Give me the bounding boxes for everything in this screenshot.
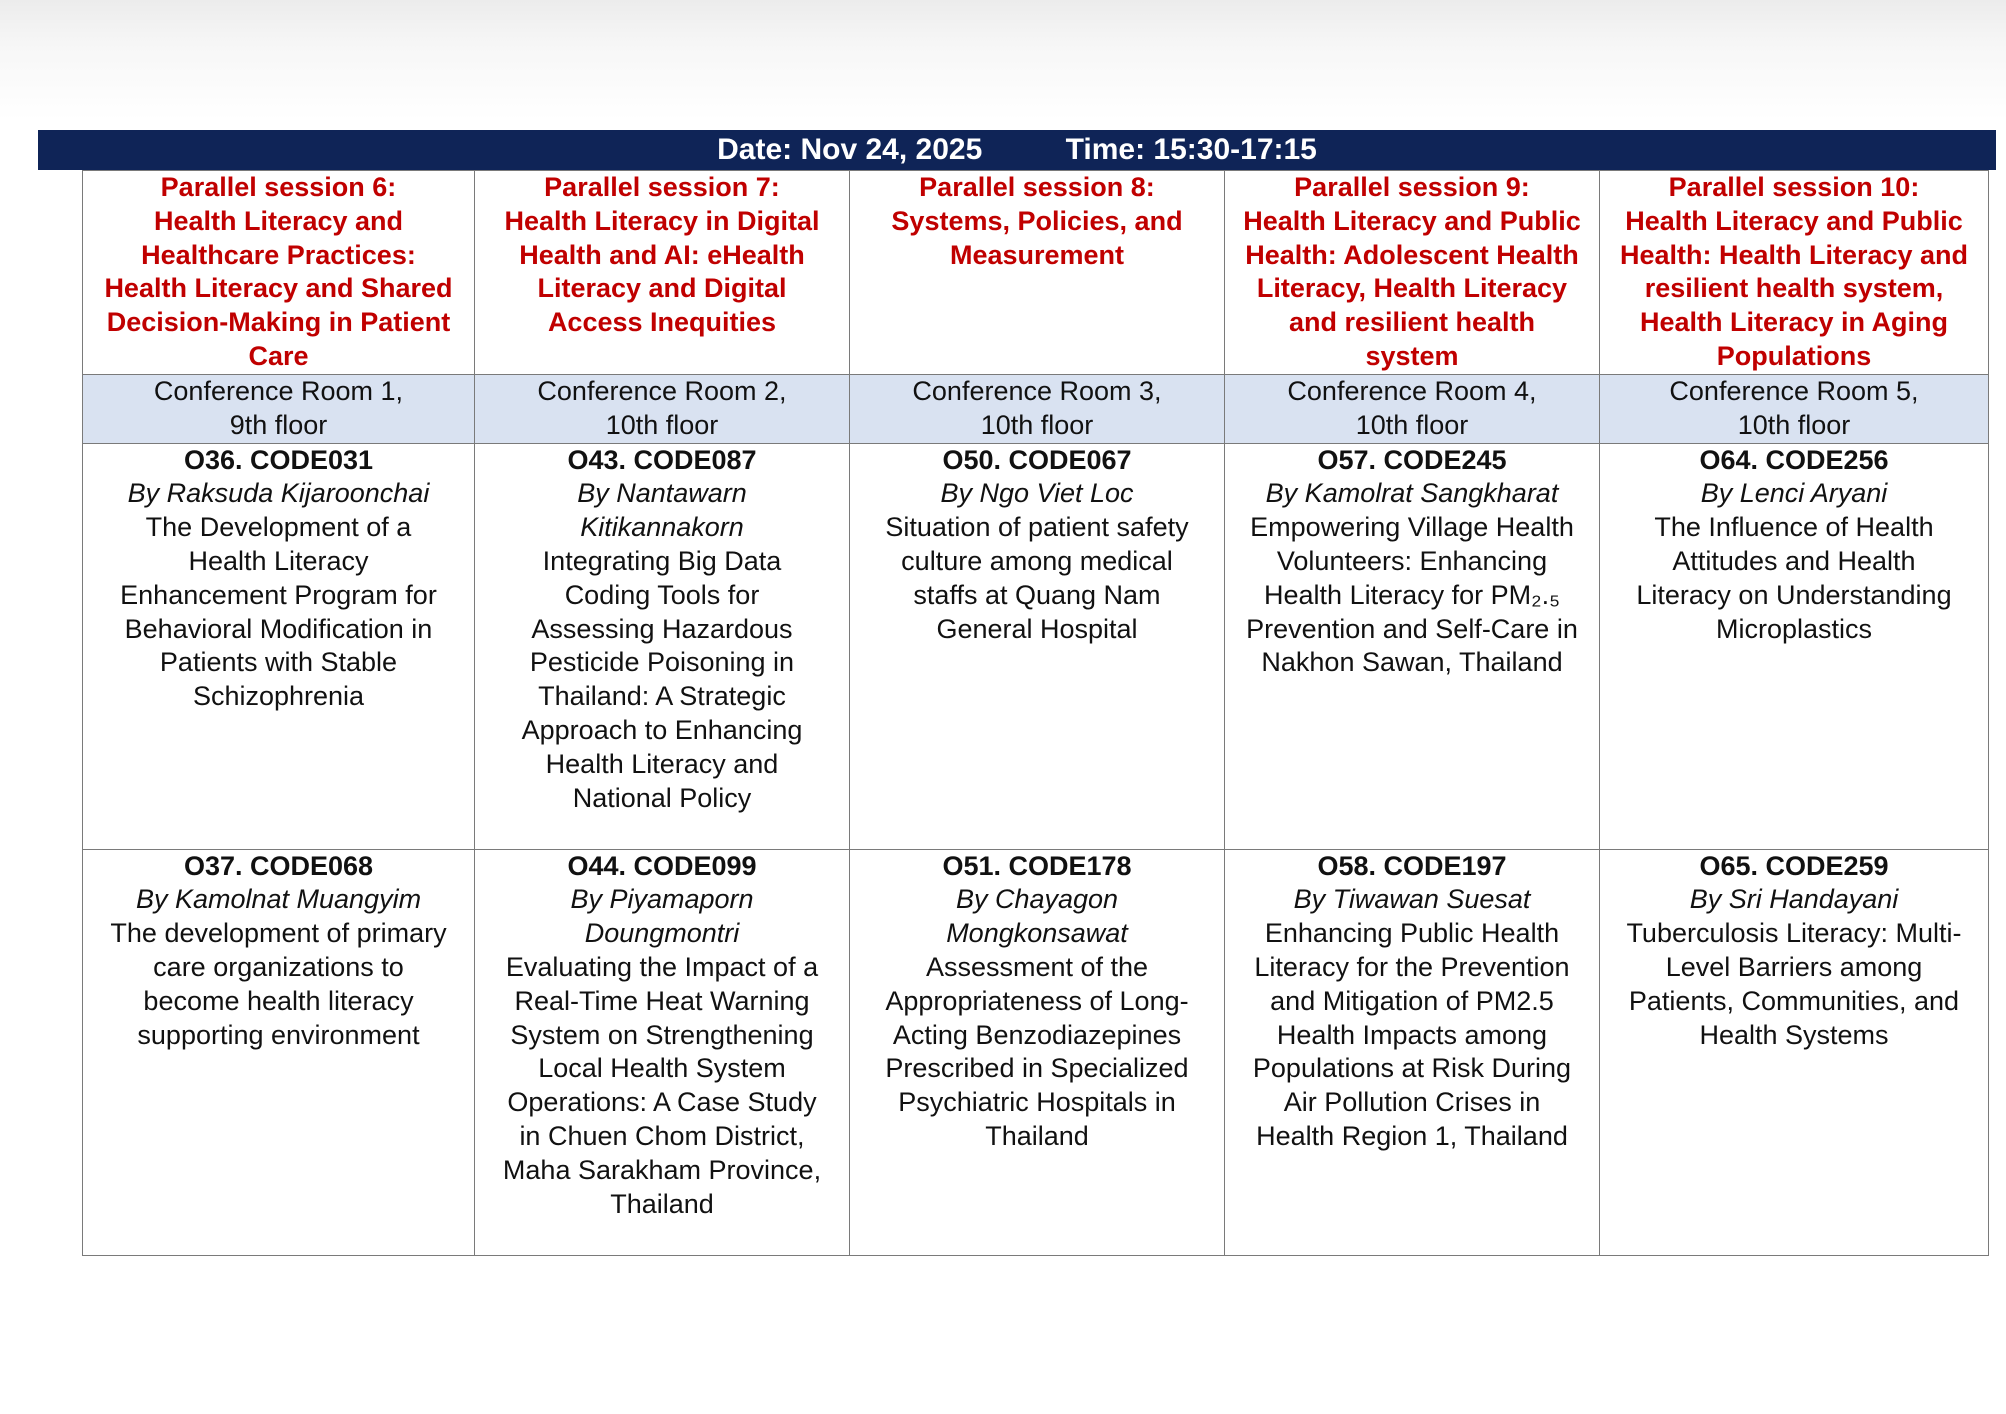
talk-title-line: Pesticide Poisoning in <box>529 647 795 678</box>
talk-title-line: Prevention and Self-Care in <box>1246 613 1578 644</box>
session-title-line: Parallel session 10: <box>1668 172 1920 202</box>
talk-title-line: Thailand <box>985 1120 1089 1151</box>
talk-cell <box>850 443 1225 849</box>
talk-title-line: Literacy on Understanding <box>1636 579 1952 610</box>
talk-title-line: Situation of patient safety <box>885 512 1189 543</box>
talk-title-line: Schizophrenia <box>192 681 365 712</box>
session-title-line: Health Literacy and Public <box>1243 205 1581 236</box>
session-title-line: and resilient health <box>1288 307 1536 338</box>
talk-title-line: Coding Tools for <box>564 579 760 610</box>
talk-title-line: Behavioral Modification in <box>124 613 433 644</box>
talk-title-line: Enhancing Public Health <box>1264 918 1560 949</box>
session-title-line: Health Literacy and Shared <box>104 273 453 304</box>
talk-title-line: Health Systems <box>1699 1019 1889 1050</box>
session-title-line: Health Literacy in Digital <box>504 205 820 236</box>
room-line: Conference Room 5, <box>1669 376 1919 406</box>
talk-row-1 <box>83 443 1989 849</box>
talk-cell <box>475 849 850 1255</box>
presenter-name: By Lenci Aryani <box>1700 478 1888 509</box>
talk-title-line: Health Literacy for PM₂.₅ <box>1264 579 1560 610</box>
talk-title-line: Assessment of the <box>925 951 1149 982</box>
date-time-banner: Date: Nov 24, 2025 Time: 15:30-17:15 <box>38 130 1996 170</box>
session-6-title <box>83 171 475 375</box>
session-title-line: Health: Health Literacy and <box>1619 239 1969 270</box>
talk-title-line: Populations at Risk During <box>1252 1053 1572 1084</box>
talk-title-line: Appropriateness of Long- <box>885 985 1189 1016</box>
talk-title-line: Empowering Village Health <box>1250 512 1574 543</box>
session-title-line: Access Inequities <box>547 307 777 338</box>
session-title-line: Populations <box>1716 340 1872 371</box>
session-title-line: resilient health system, <box>1644 273 1944 304</box>
talk-cell <box>850 849 1225 1255</box>
presenter-name: Mongkonsawat <box>946 918 1128 949</box>
talk-title-line: General Hospital <box>936 613 1138 644</box>
talk-title-line: Literacy for the Prevention <box>1254 951 1570 982</box>
room-line: Conference Room 2, <box>537 376 787 406</box>
room-line: Conference Room 3, <box>912 376 1162 406</box>
presenter-name: By Tiwawan Suesat <box>1293 884 1531 915</box>
talk-title-line: Tuberculosis Literacy: Multi- <box>1626 918 1962 949</box>
session-title-line: Parallel session 9: <box>1294 172 1530 202</box>
talk-title-line: Prescribed in Specialized <box>885 1053 1189 1084</box>
talk-title-line: Attitudes and Health <box>1672 545 1916 576</box>
talk-title-line: National Policy <box>572 782 752 813</box>
session-title-line: Parallel session 7: <box>544 172 780 202</box>
presenter-name: By Raksuda Kijaroonchai <box>127 478 430 509</box>
talk-cell <box>83 849 475 1255</box>
talk-title-line: Local Health System <box>538 1053 786 1084</box>
abstract-code: O64. CODE256 <box>1699 444 1889 475</box>
abstract-code: O58. CODE197 <box>1317 850 1507 881</box>
abstract-code: O51. CODE178 <box>942 850 1132 881</box>
session-title-line: Health and AI: eHealth <box>519 239 805 270</box>
presenter-name: Kitikannakorn <box>580 512 744 543</box>
talk-title-line: supporting environment <box>137 1019 420 1050</box>
abstract-code: O36. CODE031 <box>183 444 374 475</box>
talk-cell <box>475 443 850 849</box>
talk-title-line: Nakhon Sawan, Thailand <box>1261 647 1563 678</box>
room-line: 10th floor <box>1737 409 1851 440</box>
talk-title-line: Approach to Enhancing <box>521 714 803 745</box>
room-row <box>83 375 1989 444</box>
session-title-line: Care <box>248 340 309 371</box>
talk-cell <box>1225 849 1600 1255</box>
session-8-room <box>850 375 1225 444</box>
session-title-line: Decision-Making in Patient <box>106 307 451 338</box>
talk-title-line: Patients, Communities, and <box>1628 985 1960 1016</box>
abstract-code: O44. CODE099 <box>567 850 757 881</box>
talk-title-line: Acting Benzodiazepines <box>892 1019 1182 1050</box>
presenter-name: By Sri Handayani <box>1689 884 1899 915</box>
abstract-code: O37. CODE068 <box>183 850 374 881</box>
talk-title-line: Enhancement Program for <box>120 579 437 610</box>
session-title-line: Literacy and Digital <box>537 273 787 304</box>
presenter-name: By Piyamaporn <box>570 884 754 915</box>
talk-title-line: become health literacy <box>143 985 414 1016</box>
talk-title-line: Volunteers: Enhancing <box>1276 545 1548 576</box>
talk-title-line: culture among medical <box>901 545 1173 576</box>
page-top-band <box>0 0 2006 120</box>
session-9-title <box>1225 171 1600 375</box>
talk-title-line: Thailand <box>610 1188 714 1219</box>
talk-title-line: Patients with Stable <box>159 647 398 678</box>
talk-title-line: System on Strengthening <box>510 1019 814 1050</box>
talk-title-line: Level Barriers among <box>1665 951 1923 982</box>
session-9-room <box>1225 375 1600 444</box>
room-line: Conference Room 1, <box>153 376 404 406</box>
presenter-name: Doungmontri <box>584 918 740 949</box>
session-title-line: Parallel session 6: <box>160 172 397 202</box>
session-title-line: Parallel session 8: <box>919 172 1155 202</box>
room-line: 10th floor <box>1355 409 1469 440</box>
talk-title-line: The Influence of Health <box>1654 512 1934 543</box>
talk-title-line: staffs at Quang Nam <box>913 579 1161 610</box>
talk-title-line: Operations: A Case Study <box>507 1087 817 1118</box>
talk-title-line: The Development of a <box>145 512 412 543</box>
session-7-title <box>475 171 850 375</box>
talk-title-line: Integrating Big Data <box>542 545 782 576</box>
room-line: 10th floor <box>980 409 1094 440</box>
talk-title-line: Thailand: A Strategic <box>538 681 786 712</box>
session-title-line: system <box>1365 340 1459 371</box>
session-title-line: Measurement <box>949 239 1125 270</box>
presenter-name: By Ngo Viet Loc <box>940 478 1134 509</box>
session-title-line: Health Literacy in Aging <box>1639 307 1949 338</box>
talk-cell <box>1600 849 1989 1255</box>
abstract-code: O65. CODE259 <box>1699 850 1889 881</box>
talk-title-line: Evaluating the Impact of a <box>505 951 819 982</box>
session-6-room <box>83 375 475 444</box>
talk-title-line: in Chuen Chom District, <box>519 1120 805 1151</box>
talk-title-line: Psychiatric Hospitals in <box>898 1087 1176 1118</box>
talk-title-line: The development of primary <box>110 918 447 949</box>
room-line: Conference Room 4, <box>1287 376 1537 406</box>
talk-title-line: Air Pollution Crises in <box>1283 1087 1541 1118</box>
talk-title-line: Health Literacy and <box>545 748 779 779</box>
talk-title-line: Microplastics <box>1715 613 1873 644</box>
talk-title-line: Health Impacts among <box>1276 1019 1548 1050</box>
talk-title-line: Real-Time Heat Warning <box>514 985 810 1016</box>
talk-title-line: Maha Sarakham Province, <box>502 1154 822 1185</box>
talk-cell <box>1600 443 1989 849</box>
presenter-name: By Chayagon <box>955 884 1119 915</box>
session-title-line: Health Literacy and Public <box>1625 205 1963 236</box>
session-title-line: Healthcare Practices: <box>141 239 416 270</box>
talk-title-line: Assessing Hazardous <box>531 613 793 644</box>
abstract-code: O50. CODE067 <box>942 444 1132 475</box>
talk-row-2 <box>83 849 1989 1255</box>
room-line: 9th floor <box>229 409 328 440</box>
talk-title-line: Health Region 1, Thailand <box>1256 1120 1568 1151</box>
talk-title-line: Health Literacy <box>188 545 369 576</box>
room-line: 10th floor <box>605 409 719 440</box>
abstract-code: O57. CODE245 <box>1317 444 1507 475</box>
session-10-title <box>1600 171 1989 375</box>
session-title-line: Health: Adolescent Health <box>1245 239 1579 270</box>
abstract-code: O43. CODE087 <box>567 444 757 475</box>
talk-cell <box>83 443 475 849</box>
talk-title-line: care organizations to <box>153 951 404 982</box>
presenter-name: By Nantawarn <box>577 478 747 509</box>
session-title-line: Health Literacy and <box>153 205 404 236</box>
talk-title-line: and Mitigation of PM2.5 <box>1270 985 1554 1016</box>
session-8-title <box>850 171 1225 375</box>
schedule-table <box>82 170 1989 1256</box>
session-7-room <box>475 375 850 444</box>
presenter-name: By Kamolrat Sangkharat <box>1265 478 1559 509</box>
session-title-line: Systems, Policies, and <box>891 205 1183 236</box>
session-title-line: Literacy, Health Literacy <box>1256 273 1568 304</box>
presenter-name: By Kamolnat Muangyim <box>135 884 422 915</box>
session-title-row <box>83 171 1989 375</box>
talk-cell <box>1225 443 1600 849</box>
session-10-room <box>1600 375 1989 444</box>
